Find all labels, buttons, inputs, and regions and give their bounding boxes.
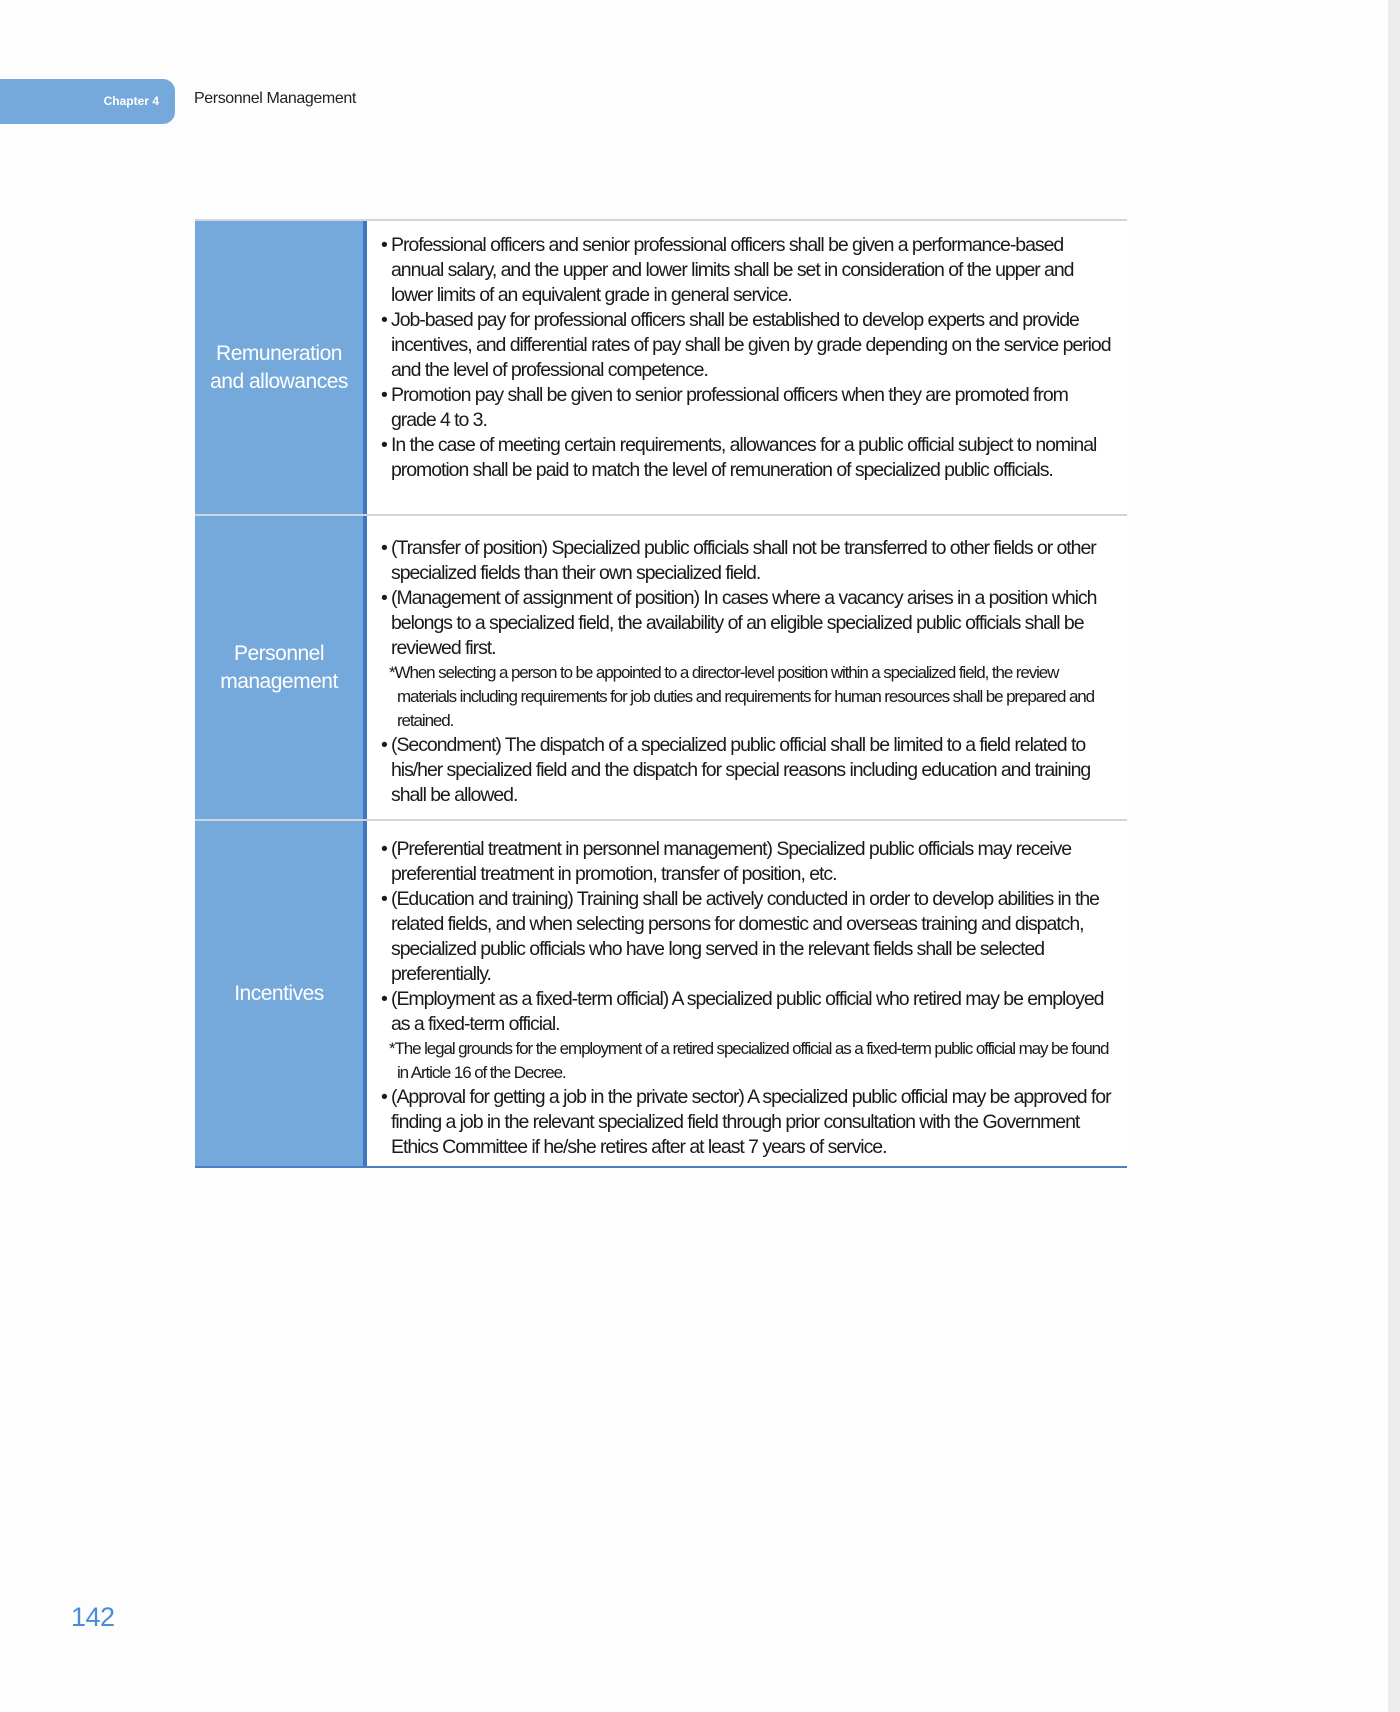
row-label: Personnel management	[195, 516, 367, 819]
running-header-title: Personnel Management	[194, 90, 356, 107]
note-item: *The legal grounds for the employment of a retired specialized official as a fixed-term public official may be found in Article 16 of the Decree.	[389, 1039, 1109, 1082]
row-content	[367, 821, 1127, 1166]
chapter-tab: Chapter 4	[0, 79, 175, 124]
note-item: *When selecting a person to be appointed to a director-level position within a specialized field, the review materials including requirements for job duties and requirements for human resources shall be prepared and retained.	[389, 663, 1095, 730]
row-label: Remuneration and allowances	[195, 221, 367, 514]
bullet-item: • (Preferential treatment in personnel management) Specialized public officials may receive preferential treatment in promotion, transfer of position, etc.	[381, 837, 1115, 887]
bullet-item: • (Secondment) The dispatch of a specialized public official shall be limited to a field related to his/her specialized field and the dispatch for special reasons including education and training shall be allowed.	[381, 733, 1115, 808]
policy-table	[195, 219, 1127, 1168]
bullet-item: • (Employment as a fixed-term official) A specialized public official who retired may be employed as a fixed-term official.	[381, 987, 1115, 1037]
table-row-remuneration	[195, 219, 1127, 514]
row-label: Incentives	[195, 821, 367, 1166]
row-content	[367, 516, 1127, 819]
table-row-incentives	[195, 819, 1127, 1166]
bullet-item: • (Transfer of position) Specialized public officials shall not be transferred to other fields or other specialized fields than their own specialized field.	[381, 536, 1115, 586]
page-edge-strip	[1388, 0, 1400, 1712]
bullet-item: • (Education and training) Training shall be actively conducted in order to develop abilities in the related fields, and when selecting persons for domestic and overseas training and dispatch, specialized public officials who have long served in the relevant fields shall be selected preferentially.	[381, 887, 1115, 987]
bullet-item: • (Management of assignment of position) In cases where a vacancy arises in a position which belongs to a specialized field, the availability of an eligible specialized public officials shall be reviewed first.	[381, 586, 1115, 661]
row-content	[367, 221, 1127, 514]
page-number: 142	[71, 1602, 115, 1632]
bullet-item: • Professional officers and senior professional officers shall be given a performance-based annual salary, and the upper and lower limits shall be set in consideration of the upper and lower limits of an equivalent grade in general service.	[381, 233, 1115, 308]
bullet-item: • (Approval for getting a job in the private sector) A specialized public official may be approved for finding a job in the relevant specialized field through prior consultation with the Government Ethics Committee if he/she retires after at least 7 years of service.	[381, 1085, 1115, 1160]
bullet-item: • In the case of meeting certain requirements, allowances for a public official subject to nominal promotion shall be paid to match the level of remuneration of specialized public officials.	[381, 433, 1115, 483]
bullet-item: • Job-based pay for professional officers shall be established to develop experts and provide incentives, and differential rates of pay shall be given by grade depending on the service period and the level of professional competence.	[381, 308, 1115, 383]
bullet-item: • Promotion pay shall be given to senior professional officers when they are promoted from grade 4 to 3.	[381, 383, 1115, 433]
table-row-personnel	[195, 514, 1127, 819]
